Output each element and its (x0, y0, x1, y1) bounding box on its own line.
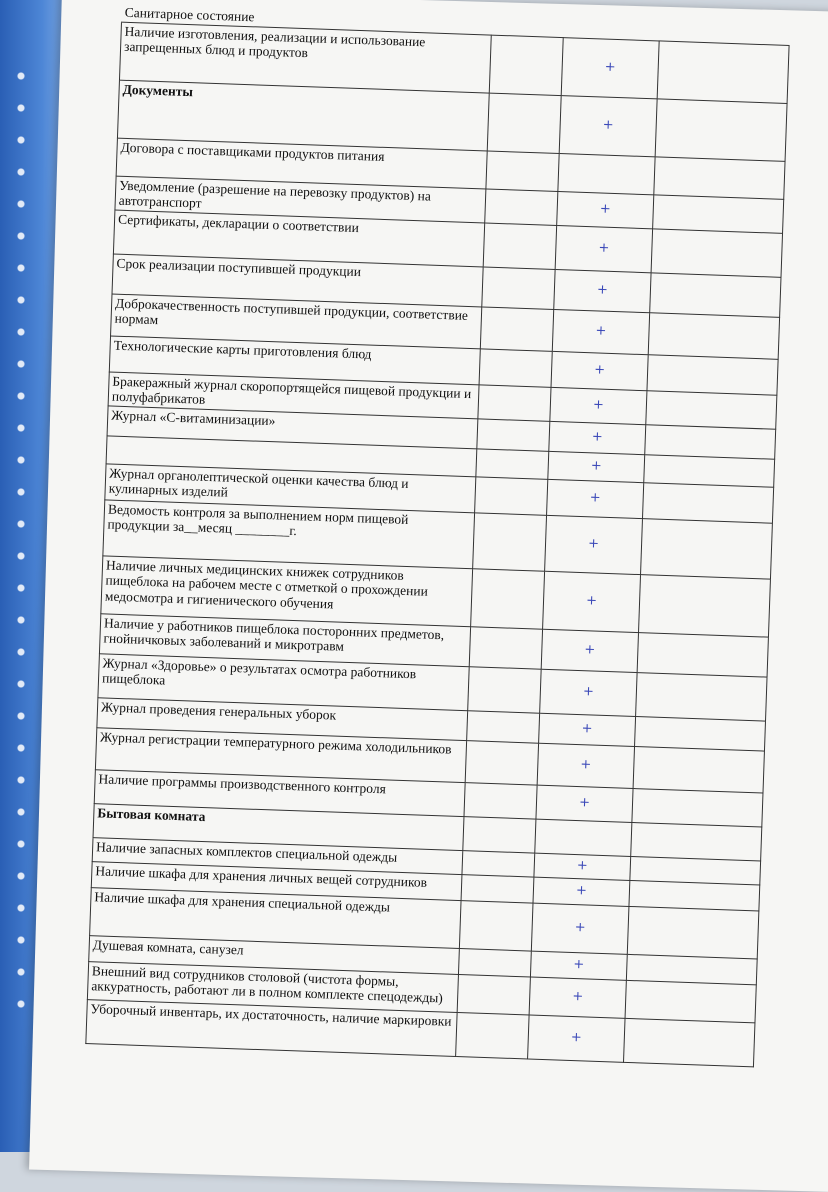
empty-cell (651, 228, 782, 277)
check-mark: + (554, 269, 651, 312)
check-mark: + (539, 713, 636, 746)
empty-cell (485, 189, 558, 226)
item-text: Наличие изготовления, реализации и использование запрещенных блюд и продуктов (119, 22, 491, 93)
empty-cell (459, 900, 533, 950)
check-mark: + (533, 877, 630, 906)
item-text: Ведомость контроля за выполнением норм пищевой продукции за__месяц ________г. (103, 499, 475, 568)
header-fragment: Санитарное состояние (122, 4, 790, 45)
check-mark: + (552, 309, 649, 354)
empty-cell (635, 716, 766, 751)
check-mark: + (534, 853, 631, 880)
check-mark: + (536, 785, 633, 822)
checklist-table (85, 4, 790, 1067)
paper-sheet (29, 0, 828, 1192)
check-mark: + (537, 743, 634, 788)
item-text: Технологические карты приготовления блюд (109, 336, 480, 385)
item-text: Наличие программы производственного контроля (94, 769, 465, 816)
item-text: Договора с поставщиками продуктов питания (116, 138, 487, 189)
check-mark: + (543, 571, 641, 632)
empty-cell (487, 93, 561, 153)
item-text: Сертификаты, декларации о соответствии (113, 210, 484, 267)
empty-cell (639, 574, 771, 637)
empty-cell (457, 974, 530, 1014)
empty-cell (633, 746, 764, 793)
item-text: Наличие запасных комплектов специальной одежды (92, 837, 463, 874)
empty-cell (647, 354, 778, 395)
empty-cell (471, 568, 545, 628)
empty-cell (646, 390, 777, 429)
check-mark: + (540, 669, 637, 716)
binder-holes (6, 60, 36, 1020)
empty-cell (483, 223, 556, 269)
empty-cell (648, 312, 779, 359)
check-mark: + (528, 1015, 625, 1062)
empty-cell (650, 272, 781, 317)
empty-cell (463, 816, 536, 852)
empty-cell (473, 512, 547, 570)
empty-cell (624, 1018, 755, 1067)
checklist (85, 4, 789, 1067)
item-text: Уведомление (разрешение на перевозку продуктов) на автотранспорт (115, 176, 486, 223)
item-text: Наличие шкафа для хранения специальной одежды (90, 887, 461, 948)
empty-cell (462, 850, 535, 876)
check-mark: + (547, 479, 644, 518)
empty-cell (636, 672, 767, 721)
item-text: Срок реализации поступившей продукции (112, 254, 483, 307)
empty-cell (641, 518, 773, 579)
item-text: Внешний вид сотрудников столовой (чистота формы, аккуратность, работают ли в полном комплекте спецодежды) (87, 961, 458, 1012)
empty-cell (632, 788, 763, 827)
check-mark: + (551, 351, 648, 390)
empty-cell (456, 1012, 529, 1058)
item-text: Журнал проведения генеральных уборок (97, 697, 468, 740)
check-mark: + (561, 37, 659, 98)
empty-cell (489, 35, 563, 95)
empty-cell (468, 666, 541, 712)
empty-cell (625, 980, 756, 1023)
check-mark (535, 819, 632, 856)
item-text: Журнал органолептической оценки качества блюд и кулинарных изделий (105, 463, 476, 512)
empty-cell (627, 906, 759, 959)
empty-cell (465, 740, 538, 784)
check-mark: + (550, 387, 647, 424)
item-text: Бракеражный журнал скоропортящейся пищевой продукции и полуфабрикатов (108, 372, 479, 419)
item-text: Уборочный инвентарь, их достаточность, наличие маркировки (86, 999, 457, 1056)
empty-cell (475, 476, 548, 514)
check-mark: + (529, 977, 626, 1018)
empty-cell (637, 632, 768, 677)
item-text: Наличие личных медицинских книжек сотрудников пищеблока на рабочем месте с отметкой о прохождении медосмотра и гигиенического обучения (101, 555, 473, 626)
empty-cell (653, 194, 784, 233)
empty-cell (467, 710, 540, 742)
item-text: Журнал «С-витаминизации» (107, 406, 478, 449)
empty-cell (478, 384, 551, 421)
check-mark: + (530, 951, 627, 980)
section-title: Документы (117, 80, 489, 151)
item-text: Душевая комната, санузел (89, 935, 460, 974)
check-mark: + (557, 191, 654, 228)
item-text: Журнал «Здоровье» о результатах осмотра работников пищеблока (98, 653, 469, 710)
empty-cell (655, 98, 787, 161)
check-mark: + (545, 515, 643, 574)
item-text: Доброкачественность поступившей продукции, соответствие нормам (111, 294, 482, 349)
empty-cell (476, 448, 549, 478)
check-mark (558, 153, 655, 194)
empty-cell (645, 424, 776, 459)
item-text: Наличие у работников пищеблока посторонних предметов, гнойничковых заболеваний и микротравм (99, 613, 470, 666)
empty-cell (479, 348, 552, 386)
empty-cell (486, 151, 559, 191)
check-mark: + (548, 451, 645, 482)
empty-cell (657, 40, 789, 103)
empty-cell (482, 266, 555, 308)
item-text: Журнал регистрации температурного режима холодильников (95, 727, 466, 782)
empty-cell (631, 822, 762, 861)
empty-cell (469, 626, 542, 668)
check-mark: + (559, 95, 657, 156)
check-mark: + (541, 629, 638, 672)
item-text: Наличие шкафа для хранения личных вещей сотрудников (91, 861, 462, 900)
empty-cell (480, 306, 553, 350)
empty-cell (643, 482, 774, 523)
check-mark: + (531, 903, 629, 954)
empty-cell (461, 874, 534, 902)
empty-cell (644, 454, 775, 487)
empty-cell (654, 156, 785, 199)
empty-cell (477, 418, 550, 450)
empty-cell (464, 782, 537, 818)
empty-cell (458, 948, 531, 976)
check-mark: + (549, 421, 646, 454)
check-mark: + (555, 225, 652, 272)
section-title: Бытовая комната (93, 803, 464, 850)
